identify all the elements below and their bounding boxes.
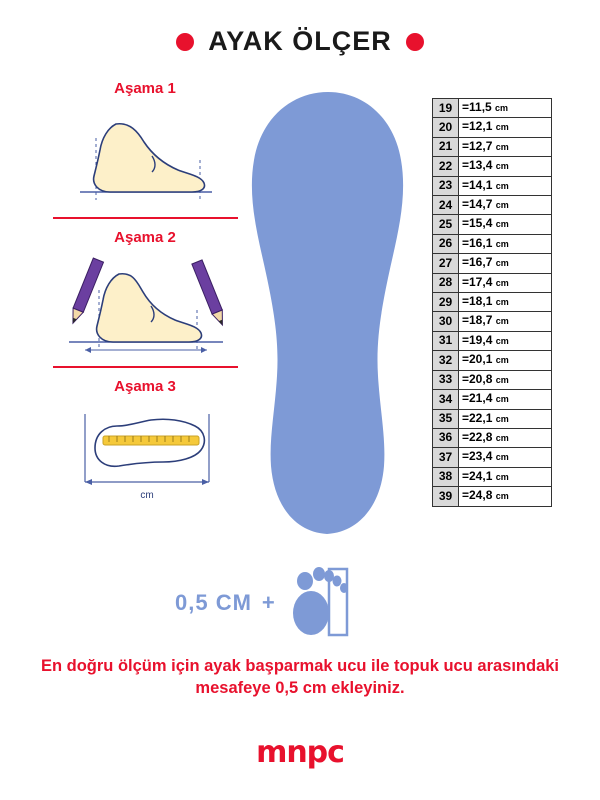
size-cell: 31 — [433, 331, 459, 350]
value-cell: =16,1 cm — [459, 234, 552, 253]
size-cell: 35 — [433, 409, 459, 428]
table-row — [433, 254, 552, 273]
size-cell: 39 — [433, 487, 459, 506]
value-cell: =24,8 cm — [459, 487, 552, 506]
value-cell: =16,7 cm — [459, 254, 552, 273]
size-cell: 24 — [433, 196, 459, 215]
value-cell: =22,8 cm — [459, 428, 552, 447]
step-1-label: Aşama 1 — [114, 80, 176, 97]
table-row — [433, 370, 552, 389]
table-row — [433, 137, 552, 156]
value-cell: =24,1 cm — [459, 467, 552, 486]
value-cell: =21,4 cm — [459, 390, 552, 409]
size-cell: 32 — [433, 351, 459, 370]
step-3 — [40, 378, 250, 509]
page-title-text: AYAK ÖLÇER — [208, 26, 392, 56]
value-cell: =15,4 cm — [459, 215, 552, 234]
foot-with-pencils-icon — [40, 250, 250, 360]
value-cell: =14,1 cm — [459, 176, 552, 195]
page-title — [0, 26, 600, 57]
table-row — [433, 351, 552, 370]
table-row — [433, 215, 552, 234]
size-cell: 28 — [433, 273, 459, 292]
value-cell: =13,4 cm — [459, 157, 552, 176]
table-row — [433, 293, 552, 312]
value-cell: =17,4 cm — [459, 273, 552, 292]
table-row — [433, 487, 552, 506]
brand-logo: mnpc — [256, 735, 344, 770]
table-row — [433, 273, 552, 292]
table-row — [433, 409, 552, 428]
size-cell: 27 — [433, 254, 459, 273]
value-cell: =22,1 cm — [459, 409, 552, 428]
size-cell: 38 — [433, 467, 459, 486]
value-cell: =11,5 cm — [459, 99, 552, 118]
foot-outline-ruler-icon — [40, 399, 250, 509]
table-row — [433, 118, 552, 137]
step-3-label: Aşama 3 — [114, 378, 176, 395]
size-cell: 23 — [433, 176, 459, 195]
table-row — [433, 390, 552, 409]
foot-side-icon — [40, 101, 250, 211]
red-dot-left-icon — [176, 33, 194, 51]
table-row — [433, 99, 552, 118]
size-cell: 30 — [433, 312, 459, 331]
table-row — [433, 448, 552, 467]
size-cell: 25 — [433, 215, 459, 234]
value-cell: =18,1 cm — [459, 293, 552, 312]
table-row — [433, 467, 552, 486]
shoe-insole-shape — [238, 88, 418, 538]
half-cm-note — [175, 558, 435, 648]
value-cell: =14,7 cm — [459, 196, 552, 215]
footer-instruction: En doğru ölçüm için ayak başparmak ucu ile topuk ucu arasındaki mesafeye 0,5 cm ekleyiniz. — [40, 657, 560, 698]
size-cell: 37 — [433, 448, 459, 467]
size-cell: 22 — [433, 157, 459, 176]
table-row — [433, 428, 552, 447]
size-cell: 26 — [433, 234, 459, 253]
value-cell: =12,1 cm — [459, 118, 552, 137]
size-table — [432, 98, 552, 507]
size-cell: 36 — [433, 428, 459, 447]
value-cell: =18,7 cm — [459, 312, 552, 331]
value-cell: =23,4 cm — [459, 448, 552, 467]
steps-column — [40, 80, 250, 509]
footprint-icon — [285, 559, 355, 648]
value-cell: =19,4 cm — [459, 331, 552, 350]
size-cell: 20 — [433, 118, 459, 137]
step-3-caption: cm — [140, 490, 154, 501]
size-table-body — [433, 99, 552, 507]
table-row — [433, 176, 552, 195]
plus-sign: + — [261, 590, 275, 615]
red-dot-right-icon — [406, 33, 424, 51]
step-2 — [40, 229, 250, 368]
half-cm-text: 0,5 CM — [175, 590, 252, 615]
step-2-label: Aşama 2 — [114, 229, 176, 246]
table-row — [433, 196, 552, 215]
step-divider-2 — [53, 366, 238, 368]
value-cell: =12,7 cm — [459, 137, 552, 156]
size-cell: 34 — [433, 390, 459, 409]
value-cell: =20,1 cm — [459, 351, 552, 370]
table-row — [433, 312, 552, 331]
size-cell: 29 — [433, 293, 459, 312]
step-divider-1 — [53, 217, 238, 219]
size-cell: 19 — [433, 99, 459, 118]
value-cell: =20,8 cm — [459, 370, 552, 389]
size-cell: 21 — [433, 137, 459, 156]
table-row — [433, 234, 552, 253]
table-row — [433, 157, 552, 176]
step-1 — [40, 80, 250, 219]
size-cell: 33 — [433, 370, 459, 389]
table-row — [433, 331, 552, 350]
